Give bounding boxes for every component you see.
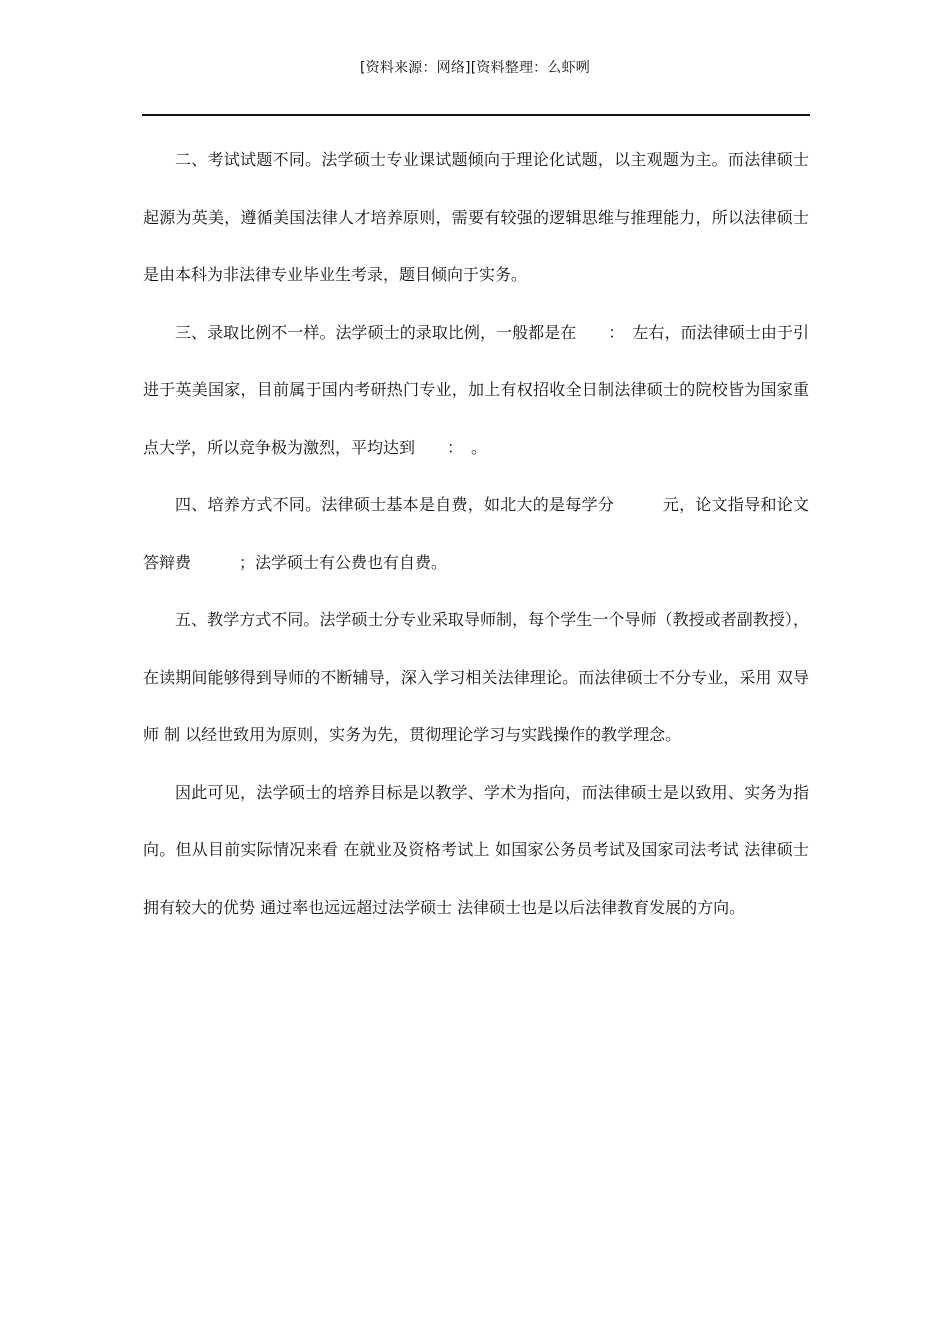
- paragraph-teaching-method: 五、教学方式不同。法学硕士分专业采取导师制，每个学生一个导师（教授或者副教授），在读期间能够得到导师的不断辅导，深入学习相关法律理论。而法律硕士不分专业，采用 双导师 制 以经世致用为原则，实务为先，贯彻理论学习与实践操作的教学理念。: [143, 610, 809, 744]
- page-header-source-note: [资料来源：网络][资料整理：么虾咧: [360, 60, 590, 76]
- paragraph-training-method: 四、培养方式不同。法律硕士基本是自费，如北大的是每学分 元，论文指导和论文答辩费 ；法学硕士有公费也有自费。: [143, 495, 809, 572]
- paragraph-exam-questions: 二、考试试题不同。法学硕士专业课试题倾向于理论化试题，以主观题为主。而法律硕士起源为英美，遵循美国法律人才培养原则，需要有较强的逻辑思维与推理能力，所以法律硕士是由本科为非法律专业毕业生考录，题目倾向于实务。: [143, 150, 809, 284]
- paragraph-admission-ratio: 三、录取比例不一样。法学硕士的录取比例，一般都是在 ： 左右，而法律硕士由于引进于英美国家，目前属于国内考研热门专业，加上有权招收全日制法律硕士的院校皆为国家重点大学，所以竞争极为激烈，平均达到 ： 。: [143, 322, 809, 457]
- header-divider: [142, 114, 810, 116]
- document-body: [143, 131, 809, 936]
- paragraph-conclusion: 因此可见，法学硕士的培养目标是以教学、学术为指向，而法律硕士是以致用、实务为指向。但从目前实际情况来看 在就业及资格考试上 如国家公务员考试及国家司法考试 法律硕士拥有较大的优势 通过率也远远超过法学硕士 法律硕士也是以后法律教育发展的方向。: [143, 782, 809, 917]
